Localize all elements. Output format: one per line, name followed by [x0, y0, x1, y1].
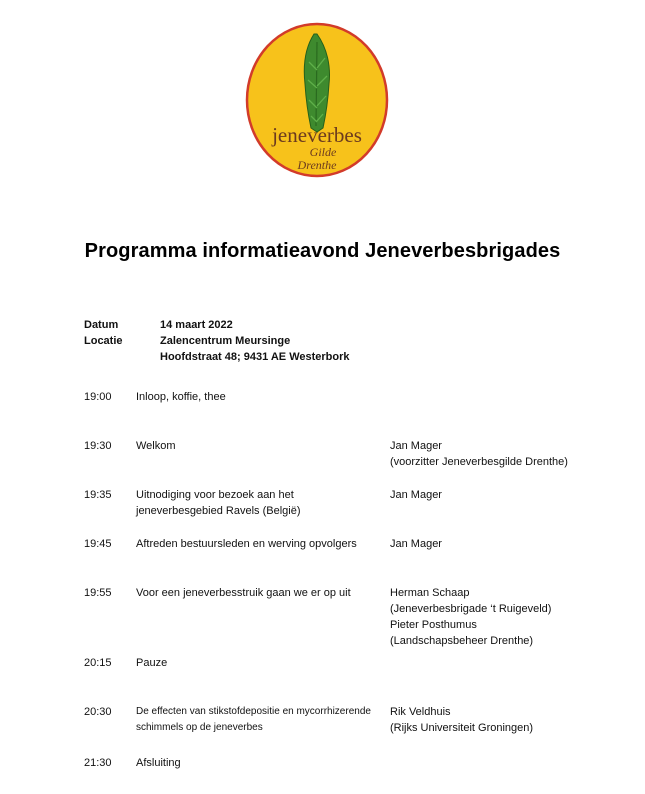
date-label: Datum: [84, 319, 119, 331]
speaker-name: Rik Veldhuis: [390, 706, 451, 718]
program-speakers: [390, 585, 644, 649]
program-description: Voor een jeneverbesstruik gaan we er op uit: [136, 587, 351, 599]
speaker-affiliation: (Landschapsbeheer Drenthe): [390, 635, 534, 647]
page-title: Programma informatieavond Jeneverbesbrigades: [84, 240, 561, 262]
speaker-name: Pieter Posthumus: [390, 619, 477, 631]
logo-line-gilde: Gilde: [309, 145, 337, 159]
program-time: 21:30: [84, 757, 112, 769]
program-speakers: [390, 704, 644, 736]
speaker-name: Herman Schaap: [390, 587, 470, 599]
program-description: Inloop, koffie, thee: [136, 391, 226, 403]
location-label: Locatie: [84, 335, 123, 347]
program-description: Uitnodiging voor bezoek aan het jeneverbesgebied Ravels (België): [136, 489, 301, 517]
date-value: 14 maart 2022: [160, 319, 233, 331]
speaker-name: Jan Mager: [390, 440, 442, 452]
speaker-name: Jan Mager: [390, 538, 442, 550]
speaker-affiliation: (Jeneverbesbrigade ‘t Ruigeveld): [390, 603, 552, 615]
program-description: Aftreden bestuursleden en werving opvolgers: [136, 538, 357, 550]
program-description: Welkom: [136, 440, 176, 452]
program-time: 20:30: [84, 706, 112, 718]
program-description: Afsluiting: [136, 757, 181, 769]
location-value: Zalencentrum Meursinge: [160, 335, 291, 347]
logo-emblem: [245, 22, 389, 178]
program-speakers: [390, 536, 644, 552]
program-time: 19:35: [84, 489, 112, 501]
program-time: 19:00: [84, 391, 112, 403]
jeneverbes-gilde-logo: [245, 22, 389, 178]
address-value: Hoofdstraat 48; 9431 AE Westerbork: [160, 351, 350, 363]
logo-line-drenthe: Drenthe: [297, 158, 337, 172]
logo-wordmark: jeneverbes: [272, 123, 362, 147]
program-time: 19:30: [84, 440, 112, 452]
program-speakers: [390, 487, 644, 503]
program-speakers: [390, 438, 644, 470]
program-description: Pauze: [136, 657, 168, 669]
program-time: 19:45: [84, 538, 112, 550]
speaker-affiliation: (Rijks Universiteit Groningen): [390, 722, 534, 734]
speaker-name: Jan Mager: [390, 489, 442, 501]
program-time: 20:15: [84, 657, 112, 669]
program-description: De effecten van stikstofdepositie en mycorrhizerende schimmels op de jeneverbes: [136, 706, 371, 733]
speaker-affiliation: (voorzitter Jeneverbesgilde Drenthe): [390, 456, 568, 468]
program-time: 19:55: [84, 587, 112, 599]
